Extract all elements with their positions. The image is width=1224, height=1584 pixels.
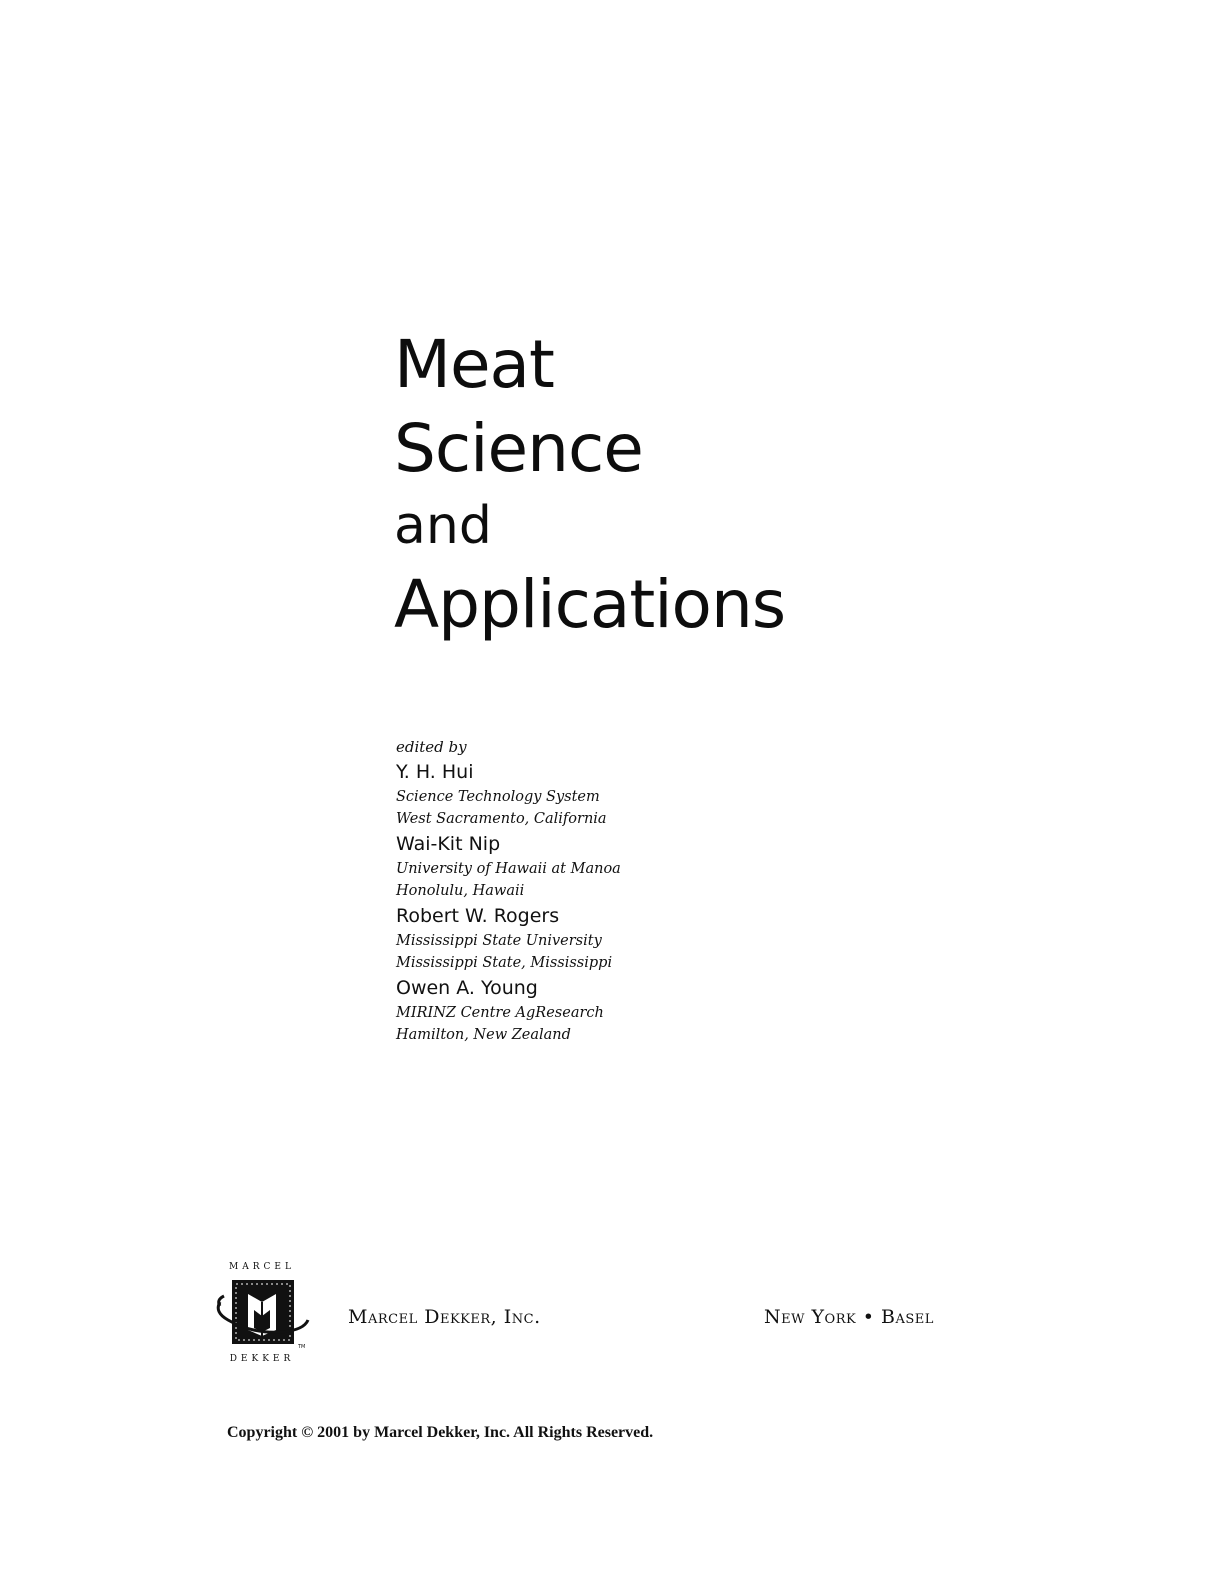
editor-entry [396, 830, 816, 902]
book-logo-icon [212, 1276, 312, 1354]
editor-entry [396, 902, 816, 974]
publisher-logo [212, 1262, 312, 1382]
editor-affiliation: University of Hawaii at Manoa [396, 861, 621, 877]
editor-name: Y. H. Hui [396, 761, 474, 783]
copyright-notice: Copyright © 2001 by Marcel Dekker, Inc. All Rights Reserved. [227, 1424, 654, 1441]
editor-entry [396, 758, 816, 830]
editor-affiliation: Science Technology System [396, 789, 600, 805]
editor-name: Owen A. Young [396, 977, 538, 999]
editor-location: Honolulu, Hawaii [396, 883, 525, 899]
publisher-name: Marcel Dekker, Inc. [348, 1306, 541, 1328]
editor-location: Mississippi State, Mississippi [396, 955, 613, 971]
title-line-science: Science [394, 410, 643, 487]
editor-affiliation: MIRINZ Centre AgResearch [396, 1005, 604, 1021]
editor-name: Wai-Kit Nip [396, 833, 501, 855]
title-line-and: and [394, 496, 492, 556]
logo-top-text: MARCEL [229, 1262, 295, 1272]
editor-affiliation: Mississippi State University [396, 933, 602, 949]
editor-entry [396, 974, 816, 1046]
title-line-applications: Applications [394, 566, 786, 643]
title-line-meat: Meat [394, 326, 554, 403]
editor-location: West Sacramento, California [396, 811, 607, 827]
edited-by-label: edited by [396, 738, 467, 756]
editor-name: Robert W. Rogers [396, 905, 560, 927]
editors-block [396, 736, 816, 1046]
editor-location: Hamilton, New Zealand [396, 1027, 571, 1043]
logo-bottom-text: DEKKER [229, 1354, 295, 1364]
logo-trademark: TM [298, 1344, 306, 1350]
publisher-cities: New York • Basel [764, 1306, 934, 1328]
